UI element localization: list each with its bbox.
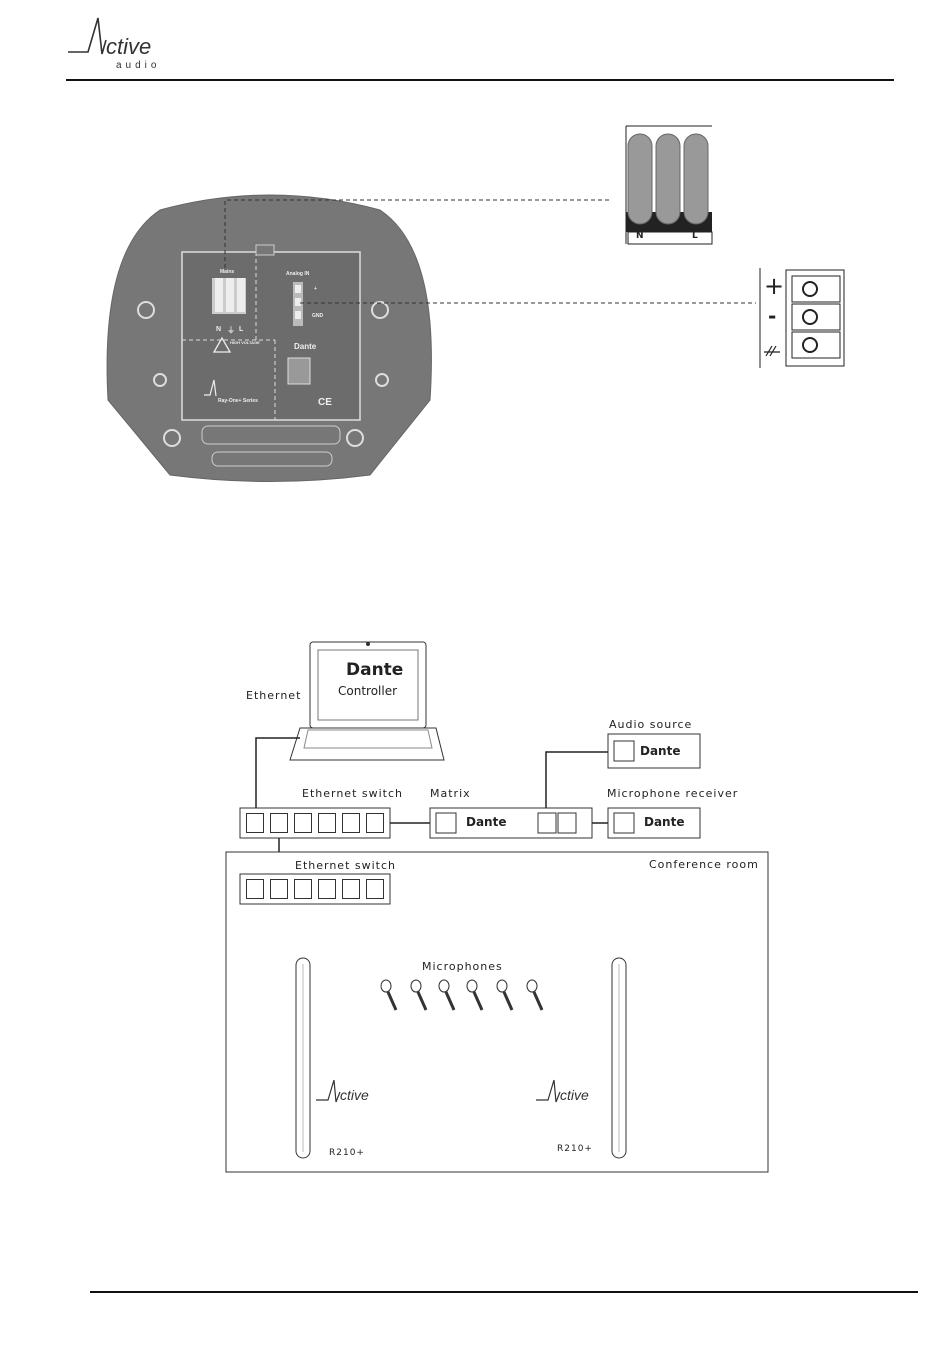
switch-port[interactable] (294, 879, 312, 899)
leader-lines (0, 0, 950, 520)
mic-receiver-label: Microphone receiver (607, 787, 739, 800)
ethernet-switch-room (246, 879, 386, 899)
panel-analog-in: Analog IN (286, 271, 310, 277)
panel-high-voltage: HIGH VOLTAGE (230, 340, 260, 345)
microphones-label: Microphones (422, 960, 503, 973)
matrix-dante: Dante (466, 815, 507, 829)
analog-zoom-minus: - (768, 304, 778, 328)
switch-port[interactable] (270, 813, 288, 833)
switch-port[interactable] (318, 813, 336, 833)
analog-zoom-plus: + (764, 272, 786, 300)
panel-mains-term-l: L (239, 326, 244, 333)
microphone-icon (527, 980, 542, 1010)
audio-source-dante: Dante (640, 744, 681, 758)
mains-zoom-term-l: L (692, 231, 699, 241)
conference-room-label: Conference room (649, 858, 759, 871)
laptop-controller-label: Controller (338, 684, 398, 698)
panel-mains-term-n: N (216, 326, 222, 333)
microphone-icon (467, 980, 482, 1010)
analog-connector-zoom (758, 266, 848, 370)
svg-text:ctive: ctive (560, 1087, 589, 1103)
ethernet-label: Ethernet (246, 689, 302, 702)
microphone-icon (411, 980, 426, 1010)
footer-rule (90, 1291, 918, 1293)
switch-port[interactable] (342, 879, 360, 899)
mains-zoom-term-n: N (636, 231, 645, 241)
switch-port[interactable] (246, 879, 264, 899)
switch-port[interactable] (246, 813, 264, 833)
speaker-right-label: R210+ (557, 1144, 593, 1154)
mains-connector-zoom (622, 124, 716, 246)
switch-port[interactable] (294, 813, 312, 833)
switch-port[interactable] (342, 813, 360, 833)
microphone-icon (439, 980, 454, 1010)
ethernet-switch-room-label: Ethernet switch (295, 859, 396, 872)
panel-ce-mark: CE (318, 397, 332, 408)
logo-text: ctive (106, 34, 152, 59)
microphones-group (376, 978, 552, 1014)
speaker-left-label: R210+ (329, 1148, 365, 1158)
microphone-icon (381, 980, 396, 1010)
network-diagram (0, 630, 950, 1190)
speaker-column-left (296, 958, 310, 1158)
panel-mains-label: Mains (220, 269, 235, 275)
ethernet-switch-top (246, 813, 386, 833)
switch-port[interactable] (270, 879, 288, 899)
mic-receiver-dante: Dante (644, 815, 685, 829)
matrix-label: Matrix (430, 787, 471, 800)
audio-source-label: Audio source (609, 718, 693, 731)
svg-text:ctive: ctive (340, 1087, 369, 1103)
panel-mains-term-ground: ⏚ (227, 326, 235, 335)
switch-port[interactable] (318, 879, 336, 899)
speaker-column-right (612, 958, 626, 1158)
switch-port[interactable] (366, 879, 384, 899)
panel-dante-label: Dante (294, 342, 317, 351)
microphone-icon (497, 980, 512, 1010)
logo-sub: audio (116, 60, 161, 71)
panel-analog-plus: + (314, 286, 317, 292)
ethernet-switch-top-label: Ethernet switch (302, 787, 403, 800)
panel-series-label: Ray-One+ Series (218, 398, 258, 404)
laptop-dante-logo: Dante (346, 660, 404, 680)
switch-port[interactable] (366, 813, 384, 833)
panel-analog-gnd: GND (312, 313, 324, 319)
